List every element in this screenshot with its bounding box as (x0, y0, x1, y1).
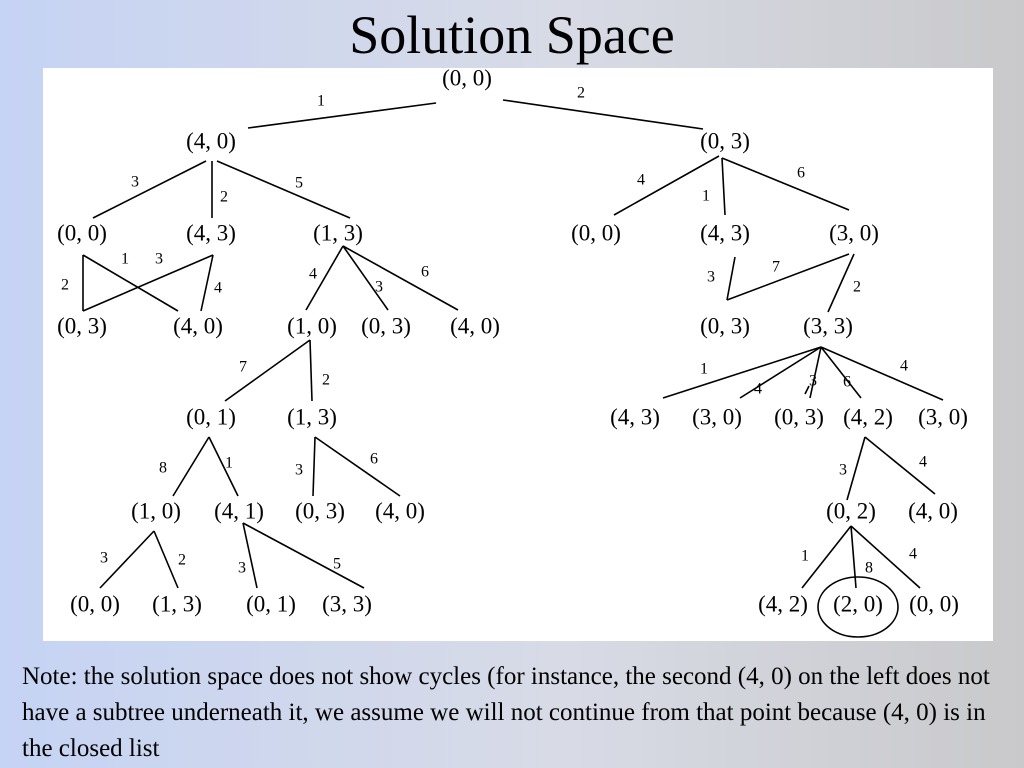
edge-label: 3 (707, 268, 715, 286)
tree-edge (93, 161, 206, 218)
edge-label: 4 (909, 545, 917, 563)
tree-edge (83, 255, 178, 311)
edge-label: 6 (843, 373, 851, 391)
tree-edge (503, 100, 703, 129)
tree-node: (0, 0) (571, 220, 621, 246)
tree-node: (0, 1) (246, 591, 296, 617)
edge-label: 1 (801, 547, 809, 565)
tree-canvas (43, 68, 993, 641)
tree-node: (1, 0) (287, 313, 337, 339)
tree-node: (4, 3) (700, 220, 750, 246)
tree-edge (209, 437, 238, 496)
edge-label: 6 (370, 450, 378, 468)
tree-node: (1, 3) (152, 591, 202, 617)
edge-label: 3 (839, 461, 847, 479)
edge-label: 2 (322, 371, 330, 389)
tree-node: (4, 3) (610, 404, 660, 430)
tree-edge (313, 437, 315, 496)
tree-node: (0, 3) (700, 313, 750, 339)
edge-label: 3 (295, 461, 303, 479)
edge-label: 8 (865, 559, 873, 577)
tree-node: (4, 2) (758, 591, 808, 617)
tree-node: (3, 0) (692, 404, 742, 430)
tree-edge (310, 340, 312, 401)
edge-label: 2 (220, 188, 228, 206)
tree-edge (217, 161, 350, 218)
tree-node: (3, 0) (918, 404, 968, 430)
goal-node: (2, 0) (833, 591, 883, 617)
tree-edge (821, 347, 861, 398)
tree-edge (248, 103, 436, 128)
tree-edge (154, 531, 178, 588)
tree-node: (4, 0) (450, 313, 500, 339)
tree-node: (0, 3) (295, 498, 345, 524)
edge-label: 3 (131, 173, 139, 191)
tree-node: (4, 0) (186, 128, 236, 154)
edge-label: 3 (100, 549, 108, 567)
edge-label: 1 (700, 360, 708, 378)
tree-edge (722, 158, 849, 210)
edge-label: 6 (421, 263, 429, 281)
tree-edge (225, 340, 310, 401)
edge-label: 3 (155, 250, 163, 268)
tree-edge (100, 531, 154, 588)
tree-edge (315, 437, 400, 496)
tree-edge (847, 437, 865, 500)
edge-label: 5 (333, 555, 341, 573)
tree-node: (0, 2) (826, 498, 876, 524)
tree-edge (663, 347, 821, 398)
tree-edge (173, 437, 209, 496)
edge-label: 2 (178, 551, 186, 569)
edge-label: 3 (809, 372, 817, 390)
tree-edge (727, 254, 849, 300)
edge-label: 1 (225, 454, 233, 472)
edge-label: 4 (309, 265, 317, 283)
solution-space-diagram (43, 68, 993, 641)
tree-edge (343, 246, 458, 310)
edge-label: 6 (797, 164, 805, 182)
edge-label: 5 (295, 174, 303, 192)
tree-node: (1, 3) (287, 404, 337, 430)
edge-label: 7 (772, 258, 780, 276)
edge-label: 2 (853, 278, 861, 296)
edge-label: 2 (61, 276, 69, 294)
tree-node: (4, 2) (843, 404, 893, 430)
tree-node: (3, 3) (322, 591, 372, 617)
tree-node: (3, 0) (829, 220, 879, 246)
edge-label: 4 (754, 380, 762, 398)
edge-label: 3 (375, 278, 383, 296)
edge-label: 7 (239, 358, 247, 376)
edge-label: 1 (702, 187, 710, 205)
tree-edge (821, 347, 943, 400)
tree-node: (4, 0) (173, 313, 223, 339)
edge-label: 8 (159, 459, 167, 477)
tree-edge (851, 526, 856, 588)
tree-edge (201, 255, 213, 311)
tree-edge (243, 523, 364, 588)
edge-label: 4 (637, 171, 645, 189)
tree-node: (0, 0) (909, 591, 959, 617)
tree-edge (727, 257, 735, 300)
tree-edge (83, 255, 213, 311)
tree-node: (0, 0) (57, 220, 107, 246)
edge-label: 4 (900, 357, 908, 375)
edge-label: 1 (121, 250, 129, 268)
tree-node: (0, 3) (361, 313, 411, 339)
tree-node: (0, 0) (70, 591, 120, 617)
tree-node: (0, 3) (700, 128, 750, 154)
tree-node: (4, 0) (375, 498, 425, 524)
tree-node: (0, 0) (442, 68, 492, 91)
tree-node: (4, 1) (214, 498, 264, 524)
tree-node: (4, 3) (186, 220, 236, 246)
tree-node: (0, 3) (57, 313, 107, 339)
tree-node: (1, 0) (131, 498, 181, 524)
tree-node: (0, 1) (186, 404, 236, 430)
tree-node: (4, 0) (908, 498, 958, 524)
tree-edge (243, 523, 257, 588)
tree-edge (614, 156, 719, 215)
edge-label: 4 (214, 279, 222, 297)
note-text: Note: the solution space does not show cycles (for instance, the second (4, 0) on the left does not have a subtree underneath it, we assume we will not continue from that point because (4, 0) is in the closed list (22, 663, 990, 762)
edge-label: 2 (577, 84, 585, 102)
tree-node: (0, 3) (774, 404, 824, 430)
tree-edge (722, 158, 725, 215)
tree-node: (3, 3) (803, 313, 853, 339)
edge-label: 3 (238, 559, 246, 577)
tree-edge (828, 254, 854, 312)
slide-title: Solution Space (349, 5, 675, 65)
tree-node: (1, 3) (313, 220, 363, 246)
edge-label: 4 (919, 453, 927, 471)
edge-label: 1 (317, 92, 325, 110)
